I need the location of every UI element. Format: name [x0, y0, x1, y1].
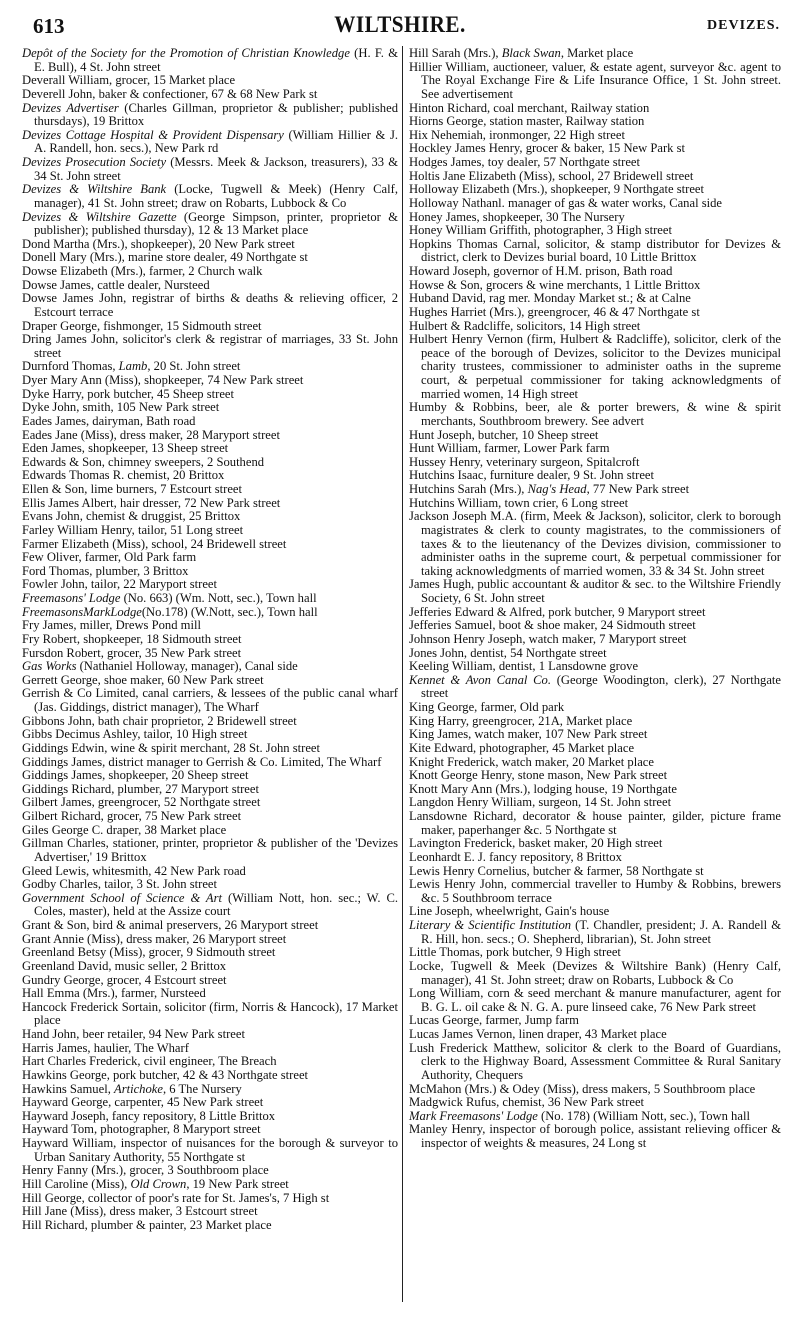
entry-text: James Hugh, public accountant & auditor & sec. to the Wiltshire Friendly Society, 6 St. John street	[409, 577, 781, 605]
directory-entry	[409, 810, 781, 837]
directory-entry	[22, 783, 398, 797]
directory-entry	[409, 47, 781, 61]
directory-entry	[409, 1014, 781, 1028]
entry-text: Johnson Henry Joseph, watch maker, 7 Maryport street	[409, 631, 687, 646]
entry-text: Dring James John, solicitor's clerk & registrar of marriages, 33 St. John street	[22, 332, 398, 360]
page-number: 613	[33, 14, 65, 38]
directory-entry	[22, 360, 398, 374]
directory-entry	[409, 756, 781, 770]
directory-entry	[22, 374, 398, 388]
directory-entry	[409, 1028, 781, 1042]
entry-text: Jones John, dentist, 54 Northgate street	[409, 645, 607, 660]
entry-text: Hunt Joseph, butcher, 10 Sheep street	[409, 427, 599, 442]
directory-entry	[22, 660, 398, 674]
entry-text: King James, watch maker, 107 New Park street	[409, 727, 648, 742]
entry-text: Dyke Harry, pork butcher, 45 Sheep street	[22, 386, 235, 401]
entry-text: Fry Robert, shopkeeper, 18 Sidmouth street	[22, 631, 242, 646]
entry-text: Draper George, fishmonger, 15 Sidmouth street	[22, 318, 262, 333]
directory-entry	[22, 292, 398, 319]
entry-text: (T. Chandler, president; J. A. Randell & R. Hill, hon. secs.; O. Shepherd, librarian), St. John street	[421, 918, 782, 946]
directory-entry	[22, 565, 398, 579]
directory-entry	[22, 960, 398, 974]
directory-entry	[22, 919, 398, 933]
directory-entry	[409, 279, 781, 293]
entry-text: (No. 178) (William Nott, sec.), Town hall	[537, 1108, 750, 1123]
entry-text: Hall Emma (Mrs.), farmer, Nursteed	[22, 986, 206, 1001]
entry-name-italic: Freemasons' Lodge	[22, 591, 121, 605]
entry-text: Edwards & Son, chimney sweepers, 2 Southend	[22, 454, 265, 469]
directory-entry	[22, 756, 398, 770]
entry-text: Honey William Griffith, photographer, 3 High street	[409, 223, 672, 238]
entry-text: Dyke John, smith, 105 New Park street	[22, 400, 220, 415]
entry-text: Gillman Charles, stationer, printer, proprietor & publisher of the 'Devizes Advertiser,' 19 Brittox	[22, 836, 398, 864]
entry-text: Ellis James Albert, hair dresser, 72 New Park street	[22, 495, 281, 510]
directory-entry	[409, 1083, 781, 1097]
directory-entry	[22, 824, 398, 838]
directory-entry	[409, 647, 781, 661]
directory-entry	[409, 715, 781, 729]
entry-text: Henry Fanny (Mrs.), grocer, 3 Southbroom place	[22, 1163, 269, 1178]
entry-text: Giddings James, district manager to Gerrish & Co. Limited, The Wharf	[22, 754, 382, 769]
entry-text: Lewis Henry John, commercial traveller to Humby & Robbins, brewers &c. 5 Southbroom terrace	[409, 877, 781, 905]
directory-entry	[22, 1055, 398, 1069]
directory-entry	[22, 946, 398, 960]
directory-entry	[409, 905, 781, 919]
directory-entry	[22, 183, 398, 210]
entry-text: Fursdon Robert, grocer, 35 New Park street	[22, 645, 242, 660]
directory-entry	[22, 742, 398, 756]
directory-entry	[409, 469, 781, 483]
directory-entry	[22, 1123, 398, 1137]
entry-text: Little Thomas, pork butcher, 9 High street	[409, 945, 621, 960]
directory-entry	[22, 769, 398, 783]
directory-entry	[22, 1164, 398, 1178]
entry-text: Ellen & Son, lime burners, 7 Estcourt street	[22, 482, 242, 496]
directory-entry	[22, 865, 398, 879]
directory-entry	[22, 987, 398, 1001]
entry-text: Hussey Henry, veterinary surgeon, Spitalcroft	[409, 454, 640, 469]
entry-text: Lavington Frederick, basket maker, 20 High street	[409, 836, 663, 851]
entry-name-italic: Nag's Head	[527, 482, 587, 496]
entry-text: , 77 New Park street	[586, 482, 690, 496]
entry-text: Gerrett George, shoe maker, 60 New Park street	[22, 672, 264, 687]
entry-text: Fry James, miller, Drews Pond mill	[22, 618, 201, 633]
entry-text: Honey James, shopkeeper, 30 The Nursery	[409, 209, 625, 224]
entry-text: Lewis Henry Cornelius, butcher & farmer, 58 Northgate st	[409, 863, 704, 878]
entry-name-italic: Literary & Scientific Institution	[409, 918, 572, 932]
directory-entry	[409, 129, 781, 143]
directory-entry	[22, 279, 398, 293]
entry-text: Dond Martha (Mrs.), shopkeeper), 20 New Park street	[22, 236, 295, 251]
directory-entry	[409, 578, 781, 605]
directory-entry	[409, 265, 781, 279]
directory-entry	[409, 510, 781, 578]
directory-entry	[409, 211, 781, 225]
entry-text: Lucas James Vernon, linen draper, 43 Market place	[409, 1027, 667, 1041]
entry-name-italic: Old Crown	[130, 1176, 187, 1191]
entry-text: Harris James, haulier, The Wharf	[22, 1040, 189, 1055]
entry-name-italic: Depôt of the Society for the Promotion of Christian Knowledge	[22, 46, 350, 60]
directory-entry	[409, 442, 781, 456]
entry-text: Ford Thomas, plumber, 3 Brittox	[22, 563, 189, 578]
entry-text: Hill Sarah (Mrs.),	[409, 46, 502, 60]
directory-entry	[22, 129, 398, 156]
entry-name-italic: Gas Works	[22, 659, 77, 674]
entry-text: Hiorns George, station master, Railway station	[409, 114, 645, 129]
entry-text: Holloway Elizabeth (Mrs.), shopkeeper, 9 Northgate street	[409, 182, 705, 197]
entry-text: Hodges James, toy dealer, 57 Northgate street	[409, 155, 641, 169]
directory-entry	[409, 1110, 781, 1124]
directory-entry	[22, 592, 398, 606]
directory-entry	[22, 415, 398, 429]
entry-text: (Charles Gillman, proprietor & publisher; published thursdays), 19 Brittox	[34, 100, 398, 129]
entry-name-italic: Artichoke	[114, 1081, 163, 1096]
entry-text: Durnford Thomas,	[22, 359, 119, 374]
directory-entry	[22, 320, 398, 334]
entry-text: Farley William Henry, tailor, 51 Long street	[22, 522, 244, 537]
directory-entry	[409, 619, 781, 633]
directory-entry	[22, 401, 398, 415]
entry-text: Leonhardt E. J. fancy repository, 8 Brittox	[409, 849, 622, 864]
directory-entry	[409, 320, 781, 334]
entry-text: Edwards Thomas R. chemist, 20 Brittox	[22, 468, 225, 483]
entry-text: Hulbert Henry Vernon (firm, Hulbert & Radcliffe), solicitor, clerk of the peace of the borough of Devizes, solicitor to the Devizes municipal charity trustees, commissioner to administer oaths in the supreme court, & perpetual commissioner for taking acknowledgments of married women, 14 High street	[409, 332, 781, 401]
directory-entry	[409, 115, 781, 129]
directory-entry	[22, 102, 398, 129]
entry-text: (Nathaniel Holloway, manager), Canal side	[76, 659, 298, 674]
directory-entry	[409, 728, 781, 742]
entry-text: Hillier William, auctioneer, valuer, & estate agent, surveyor &c. agent to The Royal Exchange Fire & Life Insurance Office, 1 St. John street. See advertisement	[409, 59, 781, 101]
entry-name-italic: Devizes Prosecution Society	[22, 155, 167, 169]
entry-text: Hill George, collector of poor's rate for St. James's, 7 High st	[22, 1190, 330, 1205]
directory-entry	[409, 401, 781, 428]
directory-entry	[22, 728, 398, 742]
directory-entry	[409, 142, 781, 156]
directory-entry	[22, 265, 398, 279]
directory-entry	[22, 211, 398, 238]
directory-entry	[409, 837, 781, 851]
directory-entry	[409, 1096, 781, 1110]
section-heading: DEVIZES.	[707, 18, 780, 33]
directory-entry	[22, 483, 398, 497]
entry-text: Line Joseph, wheelwright, Gain's house	[409, 904, 610, 919]
directory-entry	[22, 1069, 398, 1083]
directory-entry	[22, 497, 398, 511]
entry-name-italic: FreemasonsMarkLodge	[22, 604, 142, 619]
directory-entry	[22, 1205, 398, 1219]
entry-text: Giles George C. draper, 38 Market place	[22, 822, 227, 837]
entry-text: (George Simpson, printer, proprietor & publisher); published thursday), 12 & 13 Market place	[34, 209, 399, 238]
entry-text: Fowler John, tailor, 22 Maryport street	[22, 577, 218, 592]
directory-entry	[22, 333, 398, 360]
entry-text: Greenland Betsy (Miss), grocer, 9 Sidmouth street	[22, 945, 276, 960]
entry-text: Dowse James John, registrar of births & deaths & relieving officer, 2 Estcourt terrace	[22, 291, 398, 319]
entry-name-italic: Devizes & Wiltshire Bank	[22, 182, 167, 197]
entry-text: Jefferies Edward & Alfred, pork butcher, 9 Maryport street	[409, 604, 706, 619]
entry-text: Knott Mary Ann (Mrs.), lodging house, 19 Northgate	[409, 781, 677, 796]
entry-text: Grant & Son, bird & animal preservers, 26 Maryport street	[22, 918, 319, 932]
entry-text: Hill Caroline (Miss),	[22, 1176, 131, 1191]
directory-entry	[22, 47, 398, 74]
entry-text: Hart Charles Frederick, civil engineer, The Breach	[22, 1054, 277, 1069]
entry-text: Dyer Mary Ann (Miss), shopkeeper, 74 New Park street	[22, 373, 304, 387]
directory-entry	[22, 619, 398, 633]
entry-text: Hayward Joseph, fancy repository, 8 Little Brittox	[22, 1108, 276, 1123]
entry-text: Greenland David, music seller, 2 Brittox	[22, 958, 227, 973]
entry-text: McMahon (Mrs.) & Odey (Miss), dress makers, 5 Southbroom place	[409, 1081, 756, 1096]
entry-text: (H. F. & E. Bull), 4 St. John street	[34, 46, 398, 74]
entry-text: (George Woodington, clerk), 27 Northgate street	[421, 672, 781, 701]
entry-text: Hutchins William, town crier, 6 Long street	[409, 495, 629, 510]
entry-text: Giddings Richard, plumber, 27 Maryport street	[22, 781, 259, 796]
entry-text: Hutchins Isaac, furniture dealer, 9 St. John street	[409, 468, 654, 483]
entry-text: Knight Frederick, watch maker, 20 Market place	[409, 754, 654, 769]
entry-text: Hopkins Thomas Carnal, solicitor, & stamp distributor for Devizes & district, clerk to Devizes burial board, 10 Little Brittox	[409, 236, 781, 265]
directory-entry	[22, 933, 398, 947]
entry-text: Hix Nehemiah, ironmonger, 22 High street	[409, 127, 625, 142]
entry-text: Hayward Tom, photographer, 8 Maryport street	[22, 1122, 261, 1137]
entry-name-italic: Government School of Science & Art	[22, 890, 223, 905]
entry-text: (No.178) (W.Nott, sec.), Town hall	[141, 604, 318, 619]
entry-text: Long William, corn & seed merchant & manure manufacturer, agent for B. G. L. oil cake & N. G. A. pure linseed cake, 76 New Park street	[409, 986, 781, 1014]
entry-text: Hunt William, farmer, Lower Park farm	[409, 441, 610, 456]
entry-name-italic: Devizes & Wiltshire Gazette	[22, 209, 177, 224]
directory-entry	[409, 1123, 781, 1150]
entry-text: Locke, Tugwell & Meek (Devizes & Wiltshire Bank) (Henry Calf, manager), 41 St. John street; draw on Robarts, Lubbock & Co	[409, 958, 781, 987]
directory-entry	[409, 183, 781, 197]
directory-entry	[22, 238, 398, 252]
column-divider	[402, 46, 403, 1302]
directory-entry	[22, 674, 398, 688]
entry-text: , 19 New Park street	[186, 1176, 289, 1191]
directory-entry	[409, 742, 781, 756]
entry-text: Gleed Lewis, whitesmith, 42 New Park road	[22, 863, 246, 878]
entry-text: Deverell John, baker & confectioner, 67 & 68 New Park st	[22, 86, 318, 101]
directory-entry	[409, 851, 781, 865]
entry-text: Hancock Frederick Sortain, solicitor (firm, Norris & Hancock), 17 Market place	[22, 999, 398, 1028]
directory-entry	[409, 701, 781, 715]
entry-text: Gilbert James, greengrocer, 52 Northgate street	[22, 795, 261, 810]
directory-entry	[22, 469, 398, 483]
directory-entry	[409, 224, 781, 238]
entry-text: Hayward George, carpenter, 45 New Park street	[22, 1095, 264, 1110]
entry-text: (Locke, Tugwell & Meek) (Henry Calf, manager), 41 St. John street; draw on Robarts, Lubbock & Co	[34, 182, 398, 210]
entry-text: , 20 St. John street	[147, 359, 241, 374]
entry-text: Holtis Jane Elizabeth (Miss), school, 27 Bridewell street	[409, 168, 694, 183]
entry-text: (Messrs. Meek & Jackson, treasurers), 33 & 34 St. John street	[34, 155, 398, 183]
entry-text: , Market place	[560, 46, 634, 60]
directory-entry	[22, 1178, 398, 1192]
entry-text: Hinton Richard, coal merchant, Railway station	[409, 100, 650, 115]
entry-text: Gibbons John, bath chair proprietor, 2 Bridewell street	[22, 713, 297, 728]
directory-entry	[22, 1001, 398, 1028]
directory-entry	[22, 442, 398, 456]
directory-entry	[409, 769, 781, 783]
entry-text: Giddings Edwin, wine & spirit merchant, 28 St. John street	[22, 740, 321, 755]
entry-name-italic: Black Swan	[501, 46, 561, 60]
entry-text: Dowse Elizabeth (Mrs.), farmer, 2 Church walk	[22, 264, 263, 278]
directory-entry	[22, 156, 398, 183]
entry-text: Hand John, beer retailer, 94 New Park street	[22, 1027, 245, 1041]
entry-text: Hill Jane (Miss), dress maker, 3 Estcourt street	[22, 1204, 258, 1219]
directory-entry	[409, 878, 781, 905]
entry-text: Hockley James Henry, grocer & baker, 15 New Park st	[409, 141, 686, 156]
directory-entry	[22, 1028, 398, 1042]
entry-text: Howse & Son, grocers & wine merchants, 1 Little Brittox	[409, 277, 701, 292]
directory-entry	[409, 429, 781, 443]
directory-entry	[22, 88, 398, 102]
entry-text: Eades Jane (Miss), dress maker, 28 Maryport street	[22, 427, 280, 442]
entry-text: King George, farmer, Old park	[409, 700, 565, 714]
entry-text: Evans John, chemist & druggist, 25 Brittox	[22, 509, 241, 524]
directory-entry	[22, 974, 398, 988]
directory-entry	[22, 429, 398, 443]
directory-entry	[22, 1192, 398, 1206]
directory-entry	[409, 674, 781, 701]
directory-entry	[409, 170, 781, 184]
directory-entry	[22, 551, 398, 565]
entry-name-italic: Kennet & Avon Canal Co.	[409, 672, 551, 687]
entry-text: Hutchins Sarah (Mrs.),	[409, 482, 528, 496]
directory-entry	[22, 606, 398, 620]
directory-entry	[22, 1219, 398, 1233]
entry-name-italic: Mark Freemasons' Lodge	[409, 1108, 538, 1123]
directory-entry	[22, 524, 398, 538]
directory-entry	[22, 647, 398, 661]
entry-text: Humby & Robbins, beer, ale & porter brewers, & wine & spirit merchants, Southbroom brewery. See advert	[409, 400, 781, 428]
entry-text: Hulbert & Radcliffe, solicitors, 14 High street	[409, 318, 641, 333]
entry-text: Lucas George, farmer, Jump farm	[409, 1013, 579, 1028]
entry-text: Langdon Henry William, surgeon, 14 St. John street	[409, 795, 672, 810]
entry-text: Madgwick Rufus, chemist, 36 New Park street	[409, 1095, 645, 1110]
entry-name-italic: Lamb	[118, 359, 148, 374]
directory-entry	[22, 74, 398, 88]
directory-entry	[409, 456, 781, 470]
entry-text: Donell Mary (Mrs.), marine store dealer, 49 Northgate st	[22, 250, 308, 265]
directory-entry	[22, 538, 398, 552]
directory-entry	[22, 578, 398, 592]
page-title: WILTSHIRE.	[334, 12, 466, 37]
directory-entry	[22, 837, 398, 864]
directory-entry	[22, 1042, 398, 1056]
directory-entry	[22, 715, 398, 729]
directory-entry	[22, 1110, 398, 1124]
directory-entry	[409, 102, 781, 116]
directory-entry	[22, 1083, 398, 1097]
entry-text: Jackson Joseph M.A. (firm, Meek & Jackson), solicitor, clerk to borough magistrates & clerk to county magistrates, to the commissioners of taxes & to the lieutenancy of the Devizes division, commissioner to administer oaths in the supreme court, & perpetual commissioner for taking acknowledgments of married women, 33 & 34 St. John street	[409, 509, 781, 578]
entry-text: (William Nott, hon. sec.; W. C. Coles, master), held at the Assize court	[34, 890, 398, 919]
entry-text: Gerrish & Co Limited, canal carriers, & lessees of the public canal wharf (Jas. Giddings, district manager), The Wharf	[22, 686, 398, 714]
directory-entry	[409, 156, 781, 170]
entry-text: Eades James, dairyman, Bath road	[22, 413, 196, 428]
entry-text: (No. 663) (Wm. Nott, sec.), Town hall	[120, 591, 317, 605]
entry-name-italic: Devizes Cottage Hospital & Provident Dispensary	[22, 127, 284, 142]
directory-entry	[409, 796, 781, 810]
directory-entry	[22, 796, 398, 810]
directory-entry	[409, 633, 781, 647]
entry-text: Deverall William, grocer, 15 Market place	[22, 73, 236, 88]
directory-entry	[409, 865, 781, 879]
entry-text: Farmer Elizabeth (Miss), school, 24 Bridewell street	[22, 536, 287, 551]
entry-text: Knott George Henry, stone mason, New Park street	[409, 768, 668, 783]
directory-entry	[409, 483, 781, 497]
directory-entry	[409, 946, 781, 960]
entry-text: Dowse James, cattle dealer, Nursteed	[22, 277, 210, 292]
left-column	[22, 47, 398, 1232]
directory-entry	[409, 1042, 781, 1083]
page-header	[0, 8, 800, 42]
directory-entry	[409, 497, 781, 511]
entry-text: Kite Edward, photographer, 45 Market place	[409, 740, 635, 755]
directory-entry	[409, 783, 781, 797]
directory-entry	[409, 306, 781, 320]
directory-entry	[22, 456, 398, 470]
entry-text: Grant Annie (Miss), dress maker, 26 Maryport street	[22, 931, 287, 946]
directory-entry	[22, 1096, 398, 1110]
directory-entry	[409, 61, 781, 102]
directory-entry	[22, 633, 398, 647]
directory-entry	[409, 606, 781, 620]
entry-text: Gilbert Richard, grocer, 75 New Park street	[22, 809, 242, 823]
entry-text: Howard Joseph, governor of H.M. prison, Bath road	[409, 264, 673, 278]
directory-entry	[22, 878, 398, 892]
entry-name-italic: Devizes Advertiser	[22, 100, 119, 115]
directory-entry	[22, 687, 398, 714]
entry-text: Hill Richard, plumber & painter, 23 Market place	[22, 1217, 272, 1232]
directory-entry	[409, 919, 781, 946]
entry-text: Few Oliver, farmer, Old Park farm	[22, 550, 197, 565]
entry-text: Gundry George, grocer, 4 Estcourt street	[22, 972, 227, 987]
right-column	[409, 47, 781, 1151]
entry-text: Manley Henry, inspector of borough police, assistant relieving officer & inspector of weights & measures, 24 Long st	[409, 1122, 781, 1150]
entry-text: Gibbs Decimus Ashley, tailor, 10 High street	[22, 727, 248, 742]
entry-text: Hughes Harriet (Mrs.), greengrocer, 46 & 47 Northgate st	[409, 304, 700, 319]
directory-entry	[22, 892, 398, 919]
directory-entry	[409, 660, 781, 674]
directory-entry	[22, 810, 398, 824]
entry-text: Hawkins Samuel,	[22, 1081, 114, 1096]
directory-entry	[409, 960, 781, 987]
directory-entry	[409, 333, 781, 401]
directory-entry	[409, 292, 781, 306]
directory-entry	[409, 238, 781, 265]
entry-text: King Harry, greengrocer, 21A, Market place	[409, 713, 633, 728]
entry-text: Keeling William, dentist, 1 Lansdowne grove	[409, 659, 639, 674]
directory-entry	[22, 510, 398, 524]
directory-entry	[22, 1137, 398, 1164]
entry-text: Lansdowne Richard, decorator & house painter, gilder, picture frame maker, paperhanger &c. 5 Northgate st	[409, 809, 781, 837]
entry-text: Huband David, rag mer. Monday Market st.; & at Calne	[409, 291, 691, 306]
entry-text: Eden James, shopkeeper, 13 Sheep street	[22, 441, 229, 456]
entry-text: , 6 The Nursery	[162, 1081, 242, 1096]
entry-text: (William Hillier & J. A. Randell, hon. secs.), New Park rd	[34, 127, 398, 156]
entry-text: Jefferies Samuel, boot & shoe maker, 24 Sidmouth street	[409, 618, 696, 633]
directory-entry	[22, 388, 398, 402]
entry-text: Hawkins George, pork butcher, 42 & 43 Northgate street	[22, 1067, 309, 1082]
directory-entry	[409, 197, 781, 211]
entry-text: Holloway Nathanl. manager of gas & water works, Canal side	[409, 195, 723, 210]
entry-text: Lush Frederick Matthew, solicitor & clerk to the Board of Guardians, clerk to the Highway Board, Assessment Committee & Rural Sanitary Authority, Chequers	[409, 1040, 781, 1082]
entry-text: Godby Charles, tailor, 3 St. John street	[22, 877, 218, 892]
entry-text: Hayward William, inspector of nuisances for the borough & surveyor to Urban Sanitary Authority, 55 Northgate st	[22, 1136, 398, 1164]
entry-text: Giddings James, shopkeeper, 20 Sheep street	[22, 768, 249, 783]
directory-entry	[22, 251, 398, 265]
directory-entry	[409, 987, 781, 1014]
